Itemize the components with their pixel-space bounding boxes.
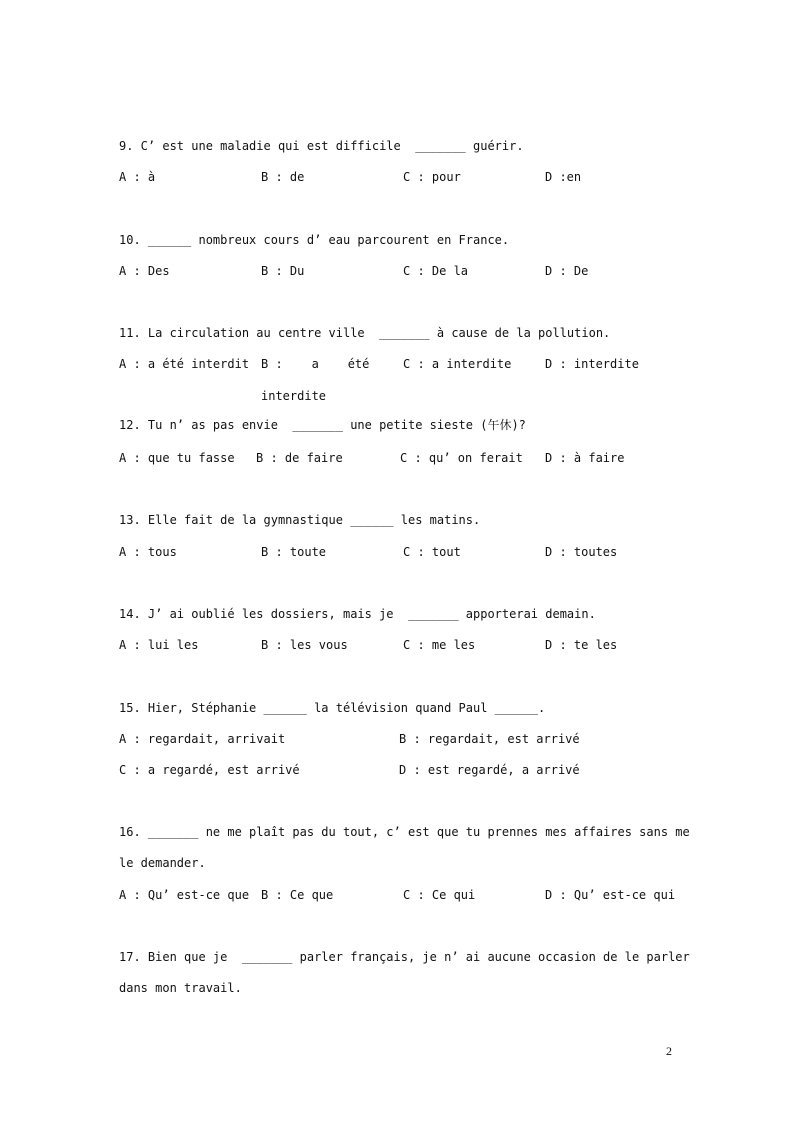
question-16-stem-cont: le demander.	[119, 856, 206, 870]
question-16-option-a: A : Qu’ est-ce que	[119, 888, 250, 902]
page-number: 2	[666, 1044, 672, 1058]
question-10-option-b: B : Du	[261, 264, 305, 278]
question-13-option-a: A : tous	[119, 545, 177, 559]
question-13-option-b: B : toute	[261, 545, 327, 559]
question-10-option-c: C : De la	[403, 264, 469, 278]
question-16-option-b: B : Ce que	[261, 888, 334, 902]
question-10-option-a: A : Des	[119, 264, 170, 278]
question-14-option-b: B : les vous	[261, 638, 348, 652]
question-9-stem: 9. C’ est une maladie qui est difficile _______ guérir.	[119, 139, 524, 153]
question-16-stem: 16. _______ ne me plaît pas du tout, c’ est que tu prennes mes affaires sans me	[119, 825, 690, 839]
question-16-option-c: C : Ce qui	[403, 888, 476, 902]
question-13-option-c: C : tout	[403, 545, 461, 559]
question-12-stem: 12. Tu n’ as pas envie _______ une petite sieste (午休)?	[119, 418, 526, 432]
question-12-option-b: B : de faire	[256, 451, 343, 465]
question-10-stem: 10. ______ nombreux cours d’ eau parcourent en France.	[119, 233, 510, 247]
question-14-option-c: C : me les	[403, 638, 476, 652]
question-17-stem: 17. Bien que je _______ parler français, je n’ ai aucune occasion de le parler	[119, 950, 690, 964]
question-9-option-b: B : de	[261, 170, 305, 184]
question-11-option-d: D : interdite	[545, 357, 639, 371]
question-15-option-a: A : regardait, arrivait	[119, 732, 286, 746]
question-15-option-c: C : a regardé, est arrivé	[119, 763, 300, 777]
question-13-option-d: D : toutes	[545, 545, 618, 559]
question-11-option-b-wrap: interdite	[261, 389, 327, 403]
question-14-option-a: A : lui les	[119, 638, 199, 652]
question-9-option-a: A : à	[119, 170, 156, 184]
question-14-stem: 14. J’ ai oublié les dossiers, mais je _______ apporterai demain.	[119, 607, 596, 621]
question-14-option-d: D : te les	[545, 638, 618, 652]
question-15-option-d: D : est regardé, a arrivé	[399, 763, 580, 777]
question-17-stem-cont: dans mon travail.	[119, 981, 242, 995]
question-11-option-c: C : a interdite	[403, 357, 512, 371]
question-9-option-d: D :en	[545, 170, 582, 184]
question-13-stem: 13. Elle fait de la gymnastique ______ les matins.	[119, 513, 481, 527]
question-15-option-b: B : regardait, est arrivé	[399, 732, 580, 746]
question-10-option-d: D : De	[545, 264, 589, 278]
question-12-option-a: A : que tu fasse	[119, 451, 235, 465]
question-11-option-a: A : a été interdit	[119, 357, 250, 371]
question-12-option-c: C : qu’ on ferait	[400, 451, 523, 465]
question-15-stem: 15. Hier, Stéphanie ______ la télévision quand Paul ______.	[119, 701, 546, 715]
question-12-option-d: D : à faire	[545, 451, 625, 465]
question-11-stem: 11. La circulation au centre ville _______ à cause de la pollution.	[119, 326, 611, 340]
question-11-option-b: B : a été	[261, 357, 370, 371]
question-9-option-c: C : pour	[403, 170, 461, 184]
question-16-option-d: D : Qu’ est-ce qui	[545, 888, 676, 902]
